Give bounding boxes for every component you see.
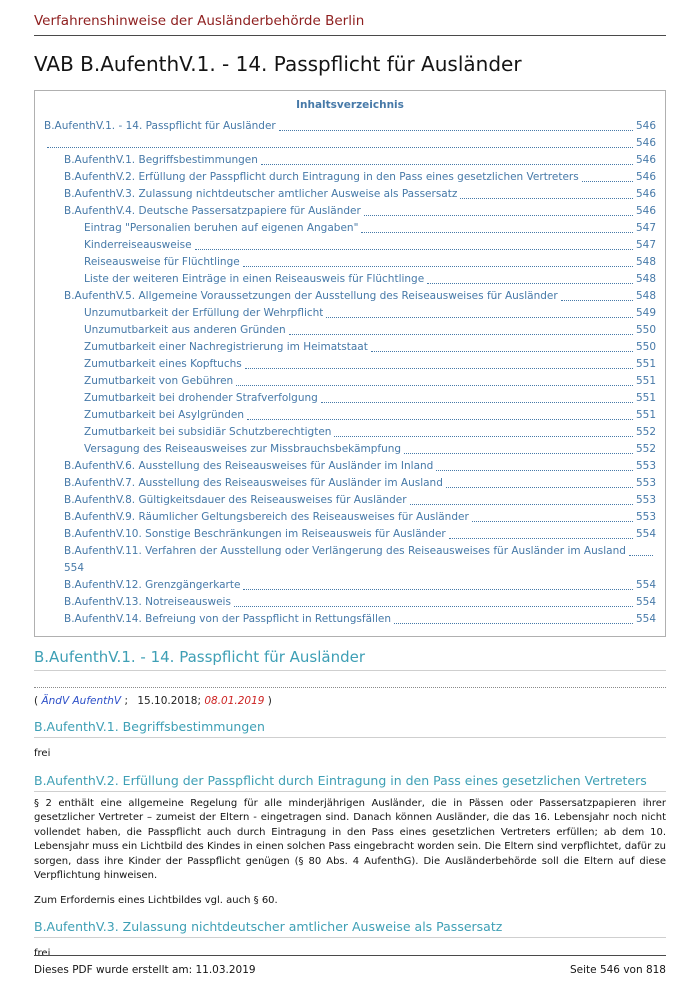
toc-entry-label[interactable]: Reiseausweise für Flüchtlinge xyxy=(84,256,240,268)
toc-entry-label[interactable]: Kinderreiseausweise xyxy=(84,239,192,251)
toc-entry-page: 552 xyxy=(635,426,656,438)
toc-entry-page: 546 xyxy=(635,154,656,166)
toc-leader-dots xyxy=(243,589,633,590)
page-title: VAB B.AufenthV.1. - 14. Passpflicht für Ausländer xyxy=(34,52,522,76)
toc-entry-page: 551 xyxy=(635,375,656,387)
toc-leader-dots xyxy=(243,266,633,267)
toc-entry-page: 553 xyxy=(635,477,656,489)
toc-entry-page: 546 xyxy=(635,188,656,200)
toc-entry-page: 553 xyxy=(635,494,656,506)
toc-leader-dots xyxy=(427,283,633,284)
toc-leader-dots xyxy=(394,623,633,624)
toc-entry-label[interactable]: Liste der weiteren Einträge in einen Reiseausweis für Flüchtlinge xyxy=(84,273,425,285)
toc-entry-label[interactable]: B.AufenthV.14. Befreiung von der Passpflicht in Rettungsfällen xyxy=(64,613,391,625)
toc-leader-dots xyxy=(261,164,633,165)
toc-entry[interactable] xyxy=(44,475,656,492)
toc-leader-dots xyxy=(247,419,633,420)
toc-entry[interactable] xyxy=(44,186,656,203)
paren-close: ) xyxy=(267,695,272,707)
toc-entry-page: 551 xyxy=(635,409,656,421)
toc-entry[interactable] xyxy=(44,543,656,560)
toc-leader-dots xyxy=(364,215,633,216)
toc-entry[interactable] xyxy=(44,118,656,135)
toc-leader-dots xyxy=(629,555,653,556)
toc-leader-dots xyxy=(195,249,633,250)
toc-entry[interactable] xyxy=(44,254,656,271)
toc-entry-page: 546 xyxy=(635,137,656,149)
toc-leader-dots xyxy=(371,351,633,352)
toc-entry[interactable] xyxy=(44,611,656,628)
toc-leader-dots xyxy=(449,538,633,539)
toc-entry[interactable] xyxy=(44,288,656,305)
toc-entry-page: 553 xyxy=(635,460,656,472)
toc-box xyxy=(34,90,666,637)
toc-entry-page: 550 xyxy=(635,324,656,336)
toc-entry[interactable] xyxy=(44,135,656,152)
toc-entry-label[interactable]: B.AufenthV.12. Grenzgängerkarte xyxy=(64,579,241,591)
document-header xyxy=(34,13,666,36)
document-header-title: Verfahrenshinweise der Ausländerbehörde Berlin xyxy=(34,13,365,29)
toc-entry-page: 548 xyxy=(635,256,656,268)
section-heading-aufenthv3: B.AufenthV.3. Zulassung nichtdeutscher amtlicher Ausweise als Passersatz xyxy=(34,919,666,938)
meta-date-2: 08.01.2019 xyxy=(204,695,265,707)
section-title: B.AufenthV.1. - 14. Passpflicht für Ausländer xyxy=(34,648,666,671)
toc-leader-dots xyxy=(472,521,633,522)
toc-entry-label[interactable]: Versagung des Reiseausweises zur Missbrauchsbekämpfung xyxy=(84,443,402,455)
toc-entry-page: 551 xyxy=(635,392,656,404)
footer-page-number: Seite 546 von 818 xyxy=(569,964,666,976)
toc-entry[interactable] xyxy=(44,594,656,611)
toc-entry[interactable] xyxy=(44,458,656,475)
page-footer xyxy=(34,955,666,977)
toc-leader-dots xyxy=(326,317,633,318)
toc-entry[interactable] xyxy=(44,526,656,543)
toc-entry-label[interactable]: B.AufenthV.1. - 14. Passpflicht für Ausländer xyxy=(44,120,276,132)
toc-entry-label[interactable]: B.AufenthV.8. Gültigkeitsdauer des Reiseausweises für Ausländer xyxy=(64,494,407,506)
section-paragraph-aufenthv2: § 2 enthält eine allgemeine Regelung für alle minderjährigen Ausländer, die in Pässen oder Passersatzpapieren ihrer gesetzlicher Vertreter – zumeist der Eltern - eingetragen sind. Danach können Ausländer, die das 16. Lebensjahr noch nicht vollendet haben, die Passpflicht auch durch Eintragung in den Pass eines gesetzlichen Vertreters erfüllen; ab dem 10. Lebensjahr muss ein Lichtbild des Kindes in einen solchen Pass eingebracht worden sein. Die Eltern sind verpflichtet, dafür zu sorgen, dass ihre Kinder der Passpflicht genügen (§ 80 Abs. 4 AufenthG). Die Ausländerbehörde soll die Eltern auf diese Verpflichtung hinweisen. xyxy=(34,797,666,881)
toc-entry-page: 548 xyxy=(635,273,656,285)
toc-entry[interactable] xyxy=(44,373,656,390)
toc-entry-label[interactable]: Unzumutbarkeit aus anderen Gründen xyxy=(84,324,286,336)
toc-entry-page: 546 xyxy=(635,120,656,132)
toc-entry-page: 553 xyxy=(635,511,656,523)
toc-entry-page: 552 xyxy=(635,443,656,455)
toc-entry-label[interactable]: B.AufenthV.4. Deutsche Passersatzpapiere für Ausländer xyxy=(64,205,361,217)
toc-entry[interactable] xyxy=(44,305,656,322)
toc-entry[interactable] xyxy=(44,169,656,186)
toc-entry[interactable] xyxy=(44,220,656,237)
toc-entry-label[interactable]: Zumutbarkeit bei subsidiär Schutzberechtigten xyxy=(84,426,332,438)
toc-entry[interactable] xyxy=(44,577,656,594)
section-paragraph-aufenthv2-note: Zum Erfordernis eines Lichtbildes vgl. auch § 60. xyxy=(34,894,278,906)
toc-entry-label[interactable]: Zumutbarkeit bei Asylgründen xyxy=(84,409,245,421)
toc-entry[interactable] xyxy=(44,407,656,424)
toc-entry[interactable] xyxy=(44,203,656,220)
toc-entry-page: 554 xyxy=(635,596,656,608)
toc-entry-label[interactable]: B.AufenthV.6. Ausstellung des Reiseausweises für Ausländer im Inland xyxy=(64,460,434,472)
toc-entry-label[interactable]: Zumutbarkeit von Gebühren xyxy=(84,375,234,387)
toc-leader-dots xyxy=(321,402,633,403)
toc-leader-dots xyxy=(361,232,633,233)
toc-entry-page: 554 xyxy=(635,528,656,540)
toc-leader-dots xyxy=(47,147,633,148)
toc-entry[interactable] xyxy=(44,322,656,339)
toc-entry[interactable] xyxy=(44,509,656,526)
toc-entry-list xyxy=(44,118,656,628)
toc-entry[interactable] xyxy=(44,356,656,373)
toc-entry-label[interactable]: B.AufenthV.3. Zulassung nichtdeutscher amtlicher Ausweise als Passersatz xyxy=(64,188,458,200)
toc-entry-label[interactable]: B.AufenthV.2. Erfüllung der Passpflicht durch Eintragung in den Pass eines gesetzlichen Vertreters xyxy=(64,171,579,183)
toc-entry[interactable] xyxy=(44,424,656,441)
toc-entry-label[interactable]: B.AufenthV.10. Sonstige Beschränkungen im Reiseausweis für Ausländer xyxy=(64,528,446,540)
toc-leader-dots xyxy=(582,181,633,182)
toc-entry-page: 547 xyxy=(635,239,656,251)
toc-entry-page: 548 xyxy=(635,290,656,302)
toc-entry-page: 554 xyxy=(635,613,656,625)
toc-entry-label[interactable]: B.AufenthV.7. Ausstellung des Reiseausweises für Ausländer im Ausland xyxy=(64,477,443,489)
toc-entry[interactable] xyxy=(44,390,656,407)
toc-leader-dots xyxy=(436,470,633,471)
section-body-aufenthv1: frei xyxy=(34,748,51,759)
toc-entry-page: 549 xyxy=(635,307,656,319)
meta-separator: ; xyxy=(124,695,128,707)
toc-entry[interactable] xyxy=(44,152,656,169)
toc-entry-label[interactable]: Zumutbarkeit bei drohender Strafverfolgung xyxy=(84,392,318,404)
toc-entry[interactable] xyxy=(44,492,656,509)
toc-leader-dots xyxy=(446,487,633,488)
toc-entry-page: 551 xyxy=(635,358,656,370)
section-heading-aufenthv2: B.AufenthV.2. Erfüllung der Passpflicht durch Eintragung in den Pass eines gesetzlichen Vertreters xyxy=(34,773,666,792)
toc-entry-page: 554 xyxy=(635,579,656,591)
toc-entry-page: 546 xyxy=(635,205,656,217)
toc-entry-label[interactable]: B.AufenthV.13. Notreiseausweis xyxy=(64,596,231,608)
footer-created-date: Dieses PDF wurde erstellt am: 11.03.2019 xyxy=(34,964,256,976)
meta-date-1: 15.10.2018; xyxy=(137,695,201,707)
dotted-divider xyxy=(34,687,666,688)
toc-entry[interactable] xyxy=(44,237,656,254)
toc-entry-label[interactable]: Unzumutbarkeit der Erfüllung der Wehrpflicht xyxy=(84,307,324,319)
toc-entry[interactable] xyxy=(44,339,656,356)
toc-entry-label[interactable]: B.AufenthV.1. Begriffsbestimmungen xyxy=(64,154,258,166)
toc-entry-page-wrapped xyxy=(44,560,656,577)
toc-leader-dots xyxy=(460,198,633,199)
toc-leader-dots xyxy=(404,453,633,454)
toc-entry-label[interactable]: Eintrag "Personalien beruhen auf eigenen Angaben" xyxy=(84,222,359,234)
toc-leader-dots xyxy=(234,606,633,607)
toc-leader-dots xyxy=(236,385,633,386)
toc-leader-dots xyxy=(289,334,633,335)
toc-entry-label[interactable]: B.AufenthV.11. Verfahren der Ausstellung oder Verlängerung des Reiseausweises für Ausländer im Ausland xyxy=(64,545,626,557)
toc-entry-label[interactable]: B.AufenthV.9. Räumlicher Geltungsbereich des Reiseausweises für Ausländer xyxy=(64,511,469,523)
section-body-aufenthv3: frei xyxy=(34,948,51,959)
toc-entry[interactable] xyxy=(44,271,656,288)
toc-entry[interactable] xyxy=(44,441,656,458)
toc-entry-label[interactable]: B.AufenthV.5. Allgemeine Voraussetzungen der Ausstellung des Reiseausweises für Ausländer xyxy=(64,290,558,302)
toc-leader-dots xyxy=(279,130,633,131)
toc-entry-page: 550 xyxy=(635,341,656,353)
toc-leader-dots xyxy=(245,368,633,369)
paren-open: ( xyxy=(34,695,39,707)
toc-entry-page: 546 xyxy=(635,171,656,183)
toc-entry-label[interactable]: Zumutbarkeit eines Kopftuchs xyxy=(84,358,242,370)
toc-entry-page: 554 xyxy=(64,562,85,574)
amendment-reference-line xyxy=(34,694,666,708)
toc-entry-page: 547 xyxy=(635,222,656,234)
toc-leader-dots xyxy=(410,504,633,505)
amendment-link[interactable]: ÄndV AufenthV xyxy=(41,695,122,707)
toc-title: Inhaltsverzeichnis xyxy=(296,99,404,111)
toc-entry-label[interactable]: Zumutbarkeit einer Nachregistrierung im Heimatstaat xyxy=(84,341,368,353)
section-heading-aufenthv1: B.AufenthV.1. Begriffsbestimmungen xyxy=(34,719,666,738)
toc-leader-dots xyxy=(561,300,633,301)
toc-leader-dots xyxy=(334,436,633,437)
